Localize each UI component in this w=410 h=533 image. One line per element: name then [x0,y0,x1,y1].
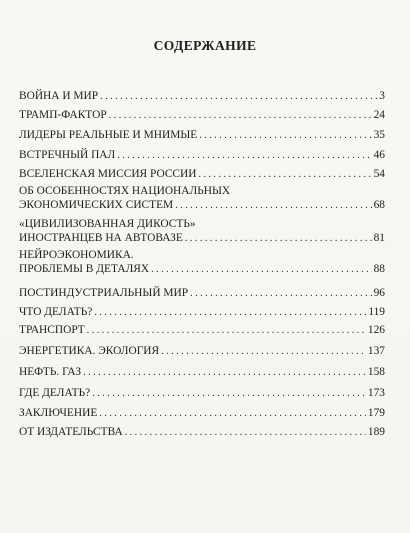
page-title: СОДЕРЖАНИЕ [153,38,257,53]
toc-leader-dots [83,366,366,380]
toc-entry-page: 3 [379,90,385,102]
toc-leader-dots [125,426,366,440]
toc-entry[interactable] [19,365,385,380]
toc-entry[interactable] [19,323,385,338]
toc-leader-dots [161,345,366,359]
toc-leader-dots [190,287,372,301]
toc-entry-page: 24 [373,109,385,121]
toc-entry-title: ОТ ИЗДАТЕЛЬСТВА [19,426,123,438]
toc-entry-title: ТРАНСПОРТ [19,324,85,336]
toc-entry-page: 81 [373,232,385,244]
toc-entry-page: 54 [373,168,385,180]
toc-entry-title: НЕФТЬ. ГАЗ [19,366,82,378]
toc-entry[interactable] [19,286,385,301]
toc-entry-title: ПРОБЛЕМЫ В ДЕТАЛЯХ [19,263,150,275]
toc-entry-title-line1: НЕЙРОЭКОНОМИКА. [19,249,134,261]
toc-entry-page: 179 [367,407,385,419]
toc-entry[interactable] [19,167,385,182]
toc-leader-dots [185,232,372,246]
toc-entry-page: 35 [373,129,385,141]
toc-entry-page: 88 [373,263,385,275]
toc-entry[interactable] [19,425,385,440]
toc-entry-page: 119 [368,306,385,318]
toc-entry-page: 96 [373,287,385,299]
toc-entry-title: ГДЕ ДЕЛАТЬ? [19,387,91,399]
toc-entry-title: ЧТО ДЕЛАТЬ? [19,306,93,318]
toc-entry-title: ВСТРЕЧНЫЙ ПАЛ [19,149,116,161]
toc-entry-title: ПОСТИНДУСТРИАЛЬНЫЙ МИР [19,287,189,299]
toc-entry[interactable] [19,386,385,401]
toc-entry-page: 137 [367,345,385,357]
toc-entry[interactable] [19,128,385,143]
toc-leader-dots [100,90,377,104]
toc-leader-dots [198,168,371,182]
toc-entry-page: 46 [373,149,385,161]
toc-entry-title: ЭКОНОМИЧЕСКИХ СИСТЕМ [19,199,174,211]
toc-leader-dots [151,263,371,277]
toc-entry-title: ТРАМП-ФАКТОР [19,109,107,121]
toc-entry-page: 189 [367,426,385,438]
toc-entry-title: ЭНЕРГЕТИКА. ЭКОЛОГИЯ [19,345,160,357]
toc-entry-title: ЛИДЕРЫ РЕАЛЬНЫЕ И МНИМЫЕ [19,129,198,141]
toc-entry-page: 126 [367,324,385,336]
toc-entry[interactable] [19,344,385,359]
toc-entry[interactable] [19,406,385,421]
toc-leader-dots [99,407,366,421]
toc-entry-page: 173 [367,387,385,399]
toc-entry-title-line1: «ЦИВИЛИЗОВАННАЯ ДИКОСТЬ» [19,218,196,230]
toc-entry[interactable] [19,248,385,277]
toc-entry-title-line1: ОБ ОСОБЕННОСТЯХ НАЦИОНАЛЬНЫХ [19,185,231,197]
toc-entry-page: 68 [373,199,385,211]
toc-entry-title: ВОЙНА И МИР [19,90,99,102]
toc-entry-title: ВСЕЛЕНСКАЯ МИССИЯ РОССИИ [19,168,197,180]
toc-entry-title: ИНОСТРАНЦЕВ НА АВТОВАЗЕ [19,232,183,244]
toc-leader-dots [94,306,366,320]
toc-entry[interactable] [19,89,385,104]
toc-leader-dots [109,109,372,123]
toc-leader-dots [199,129,371,143]
toc-leader-dots [92,387,366,401]
toc-entry[interactable] [19,148,385,163]
toc-entry[interactable] [19,184,385,213]
toc-entry[interactable] [19,108,385,123]
toc-entry-page: 158 [367,366,385,378]
toc-leader-dots [175,199,371,213]
toc-entry-title: ЗАКЛЮЧЕНИЕ [19,407,98,419]
toc-leader-dots [87,324,366,338]
toc-entry[interactable] [19,305,385,320]
toc-entry[interactable] [19,217,385,246]
toc-leader-dots [117,149,371,163]
